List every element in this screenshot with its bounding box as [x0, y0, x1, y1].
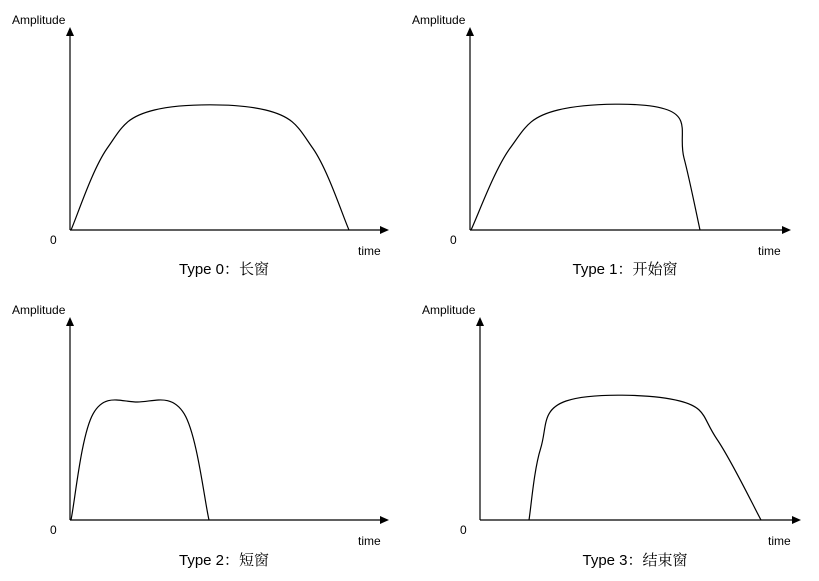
window-curve	[71, 400, 209, 520]
y-axis-arrowhead	[66, 27, 74, 36]
origin-label: 0	[460, 523, 467, 537]
panel-caption: Type 2：短窗	[178, 552, 270, 569]
x-axis-label: time	[768, 534, 791, 548]
y-axis-label: Amplitude	[422, 303, 476, 317]
y-axis-label: Amplitude	[12, 13, 66, 27]
window-curve	[529, 395, 761, 520]
x-axis-label: time	[758, 244, 781, 258]
x-axis-arrowhead	[792, 516, 801, 524]
y-axis-arrowhead	[66, 317, 74, 326]
origin-label: 0	[50, 523, 57, 537]
panel-type-3	[422, 303, 801, 569]
y-axis-arrowhead	[476, 317, 484, 326]
panel-type-1	[412, 13, 791, 278]
panel-caption: Type 3：结束窗	[582, 552, 688, 569]
window-curve	[71, 105, 349, 230]
x-axis-arrowhead	[782, 226, 791, 234]
x-axis-label: time	[358, 244, 381, 258]
panel-caption: Type 0：长窗	[178, 261, 270, 278]
y-axis-label: Amplitude	[12, 303, 66, 317]
x-axis-arrowhead	[380, 226, 389, 234]
window-curve	[471, 104, 700, 230]
origin-label: 0	[450, 233, 457, 247]
x-axis-arrowhead	[380, 516, 389, 524]
y-axis-arrowhead	[466, 27, 474, 36]
panel-caption: Type 1：开始窗	[572, 261, 678, 278]
y-axis-label: Amplitude	[412, 13, 466, 27]
panel-type-2	[12, 303, 389, 569]
x-axis-label: time	[358, 534, 381, 548]
panel-type-0	[12, 13, 389, 278]
origin-label: 0	[50, 233, 57, 247]
